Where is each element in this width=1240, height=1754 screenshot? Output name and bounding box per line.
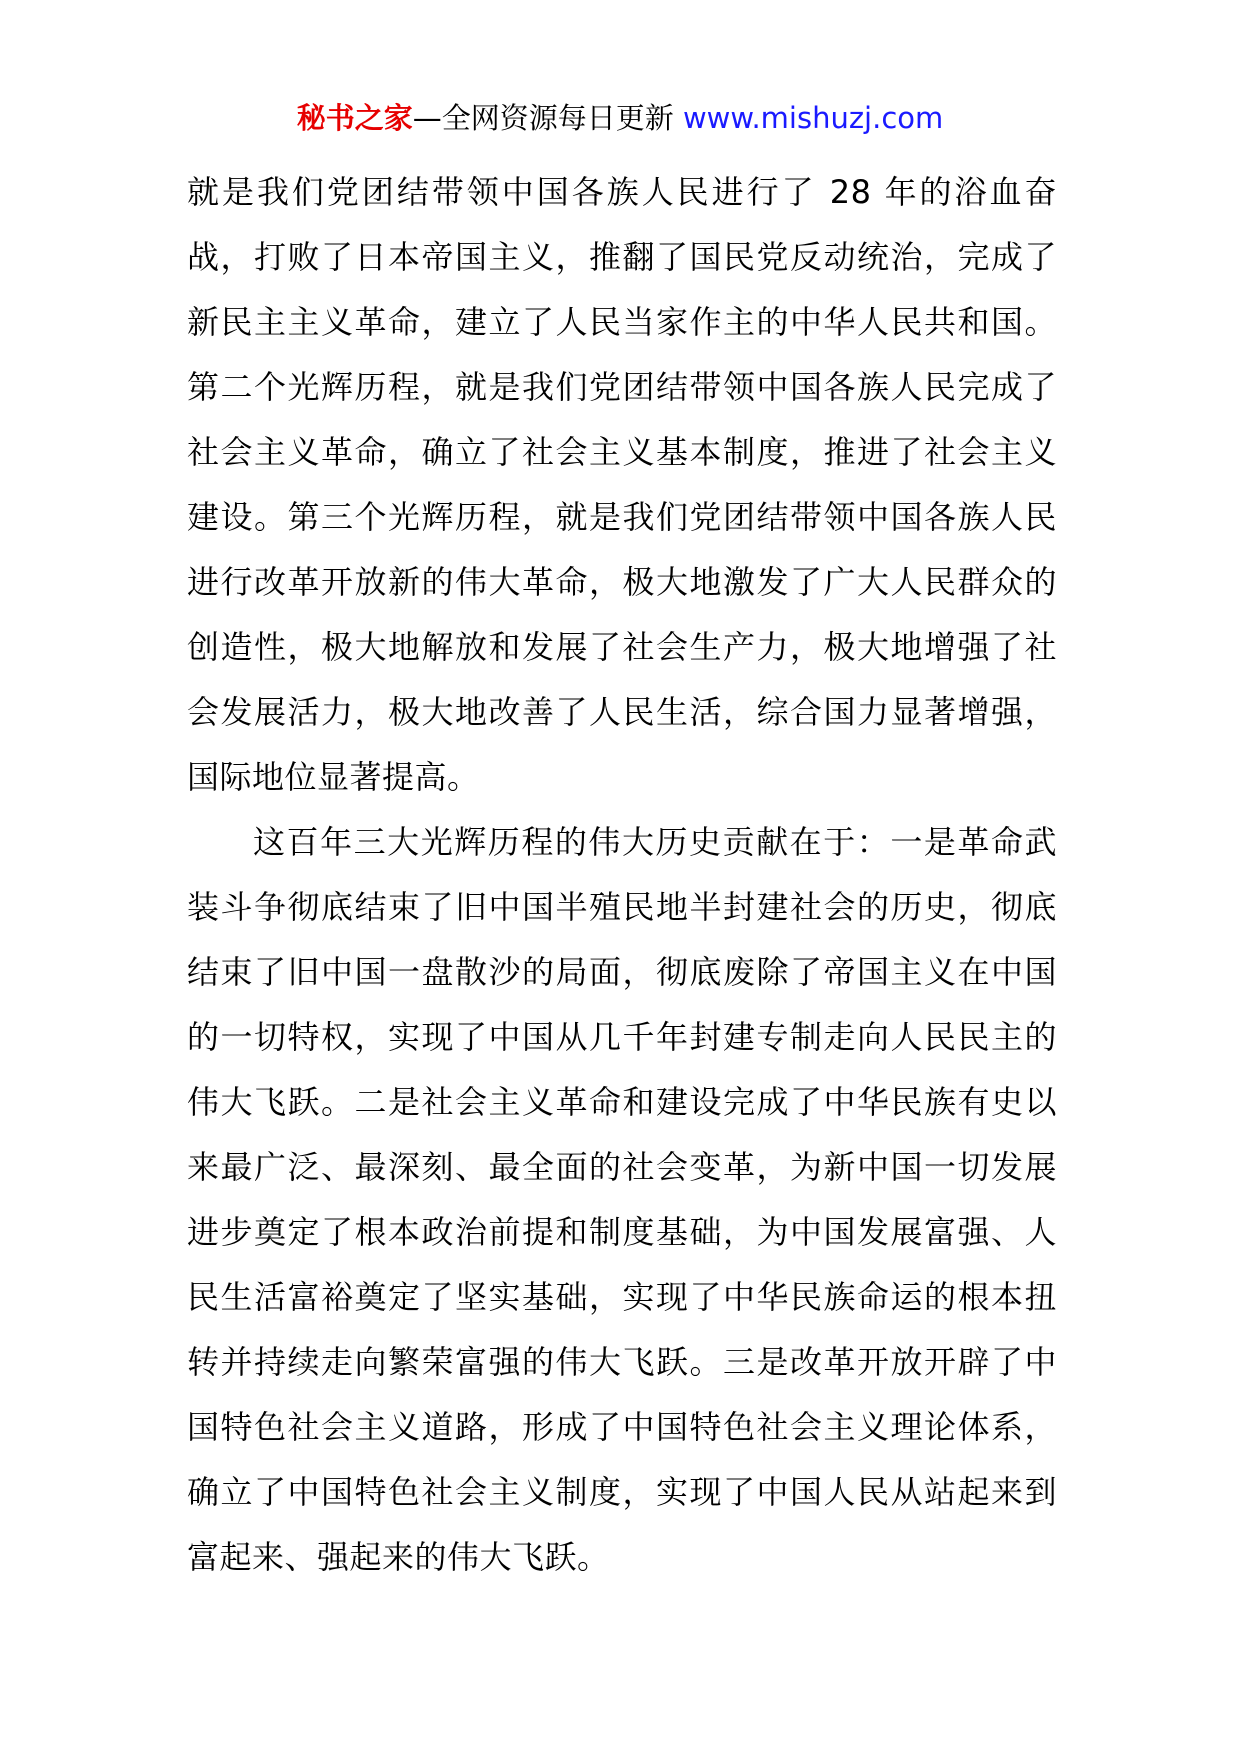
site-url-link[interactable]: www.mishuzj.com (682, 101, 944, 135)
paragraph-continued: 就是我们党团结带领中国各族人民进行了 28 年的浴血奋战，打败了日本帝国主义，推翻了国民党反动统治，完成了新民主主义革命，建立了人民当家作主的中华人民共和国。第二个光辉历程，就是我们党团结带领中国各族人民完成了社会主义革命，确立了社会主义基本制度，推进了社会主义建设。第三个光辉历程，就是我们党团结带领中国各族人民进行改革开放新的伟大革命，极大地激发了广大人民群众的创造性，极大地解放和发展了社会生产力，极大地增强了社会发展活力，极大地改善了人民生活，综合国力显著增强，国际地位显著提高。 (187, 173, 1057, 796)
page-header (0, 98, 1240, 138)
document-body (187, 160, 1057, 1590)
header-tagline: —全网资源每日更新 (412, 101, 683, 135)
paragraph-historical-contribution: 这百年三大光辉历程的伟大历史贡献在于：一是革命武装斗争彻底结束了旧中国半殖民地半封建社会的历史，彻底结束了旧中国一盘散沙的局面，彻底废除了帝国主义在中国的一切特权，实现了中国从几千年封建专制走向人民民主的伟大飞跃。二是社会主义革命和建设完成了中华民族有史以来最广泛、最深刻、最全面的社会变革，为新中国一切发展进步奠定了根本政治前提和制度基础，为中国发展富强、人民生活富裕奠定了坚实基础，实现了中华民族命运的根本扭转并持续走向繁荣富强的伟大飞跃。三是改革开放开辟了中国特色社会主义道路，形成了中国特色社会主义理论体系，确立了中国特色社会主义制度，实现了中国人民从站起来到富起来、强起来的伟大飞跃。 (187, 823, 1057, 1576)
brand-name: 秘书之家 (296, 101, 413, 135)
